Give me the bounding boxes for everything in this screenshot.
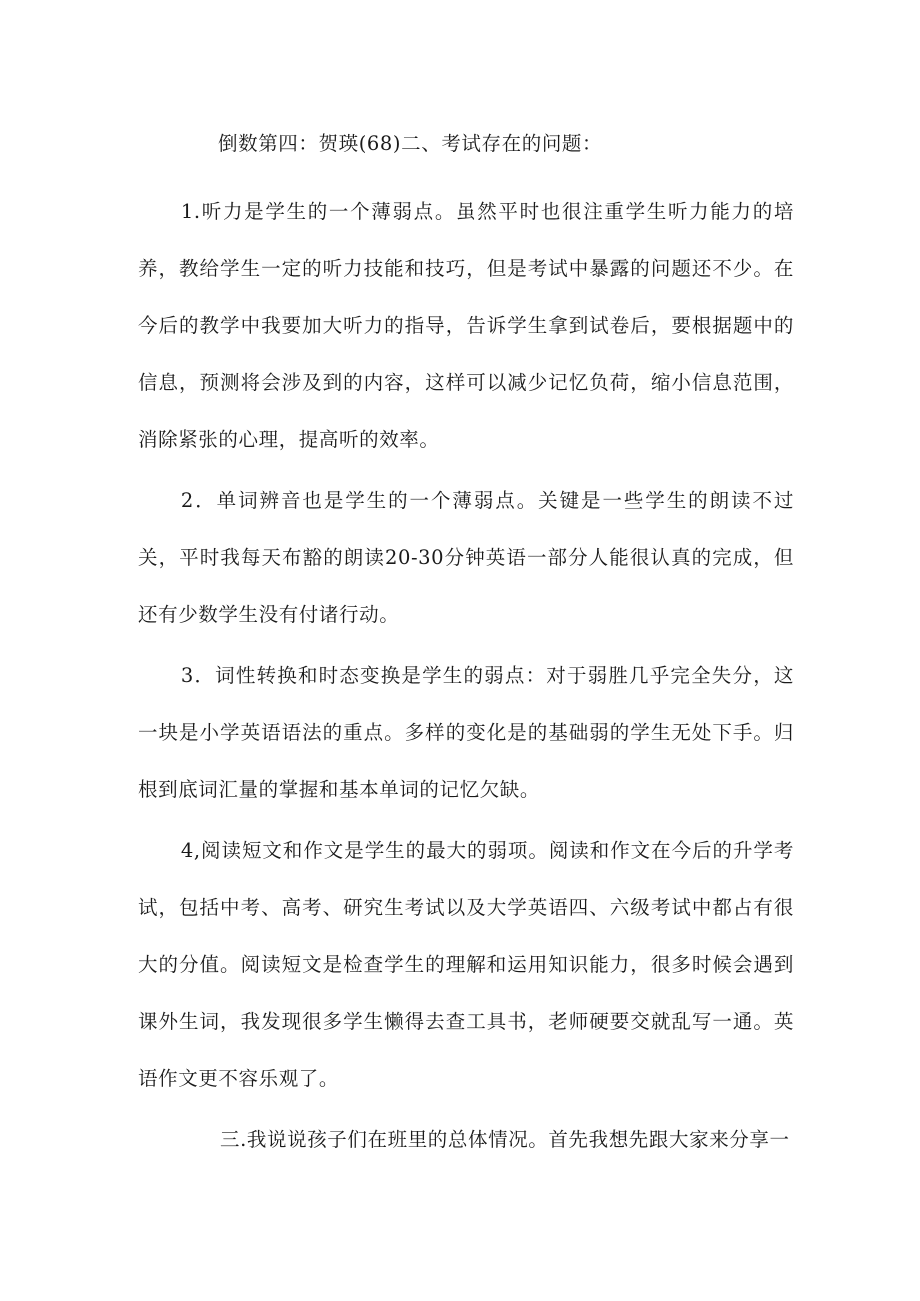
paragraph-reading-writing: 4,阅读短文和作文是学生的最大的弱项。阅读和作文在今后的升学考试，包括中考、高考、研究生考试以及大学英语四、六级考试中都占有很大的分值。阅读短文是检查学生的理解和运用知识能力，很多时候会遇到课外生词，我发现很多学生懒得去查工具书，老师硬要交就乱写一通。英语作文更不容乐观了。 — [138, 839, 794, 1090]
section-heading: 倒数第四：贺瑛(68)二、考试存在的问题： — [218, 132, 603, 155]
paragraph-grammar: 3．词性转换和时态变换是学生的弱点：对于弱胜几乎完全失分，这一块是小学英语语法的重点。多样的变化是的基础弱的学生无处下手。归根到底词汇量的掌握和基本单词的记忆欠缺。 — [138, 664, 794, 801]
paragraph-pronunciation: 2．单词辨音也是学生的一个薄弱点。关键是一些学生的朗读不过关，平时我每天布豁的朗读20-30分钟英语一部分人能很认真的完成，但还有少数学生没有付诸行动。 — [138, 489, 794, 626]
paragraph-class-overview: 三.我说说孩子们在班里的总体情况。首先我想先跟大家来分享一 — [220, 1128, 790, 1151]
paragraph-listening: 1.听力是学生的一个薄弱点。虽然平时也很注重学生听力能力的培养，教给学生一定的听力技能和技巧，但是考试中暴露的问题还不少。在今后的教学中我要加大听力的指导，告诉学生拿到试卷后，要根据题中的信息，预测将会涉及到的内容，这样可以减少记忆负荷，缩小信息范围，消除紧张的心理，提高听的效率。 — [138, 200, 794, 451]
